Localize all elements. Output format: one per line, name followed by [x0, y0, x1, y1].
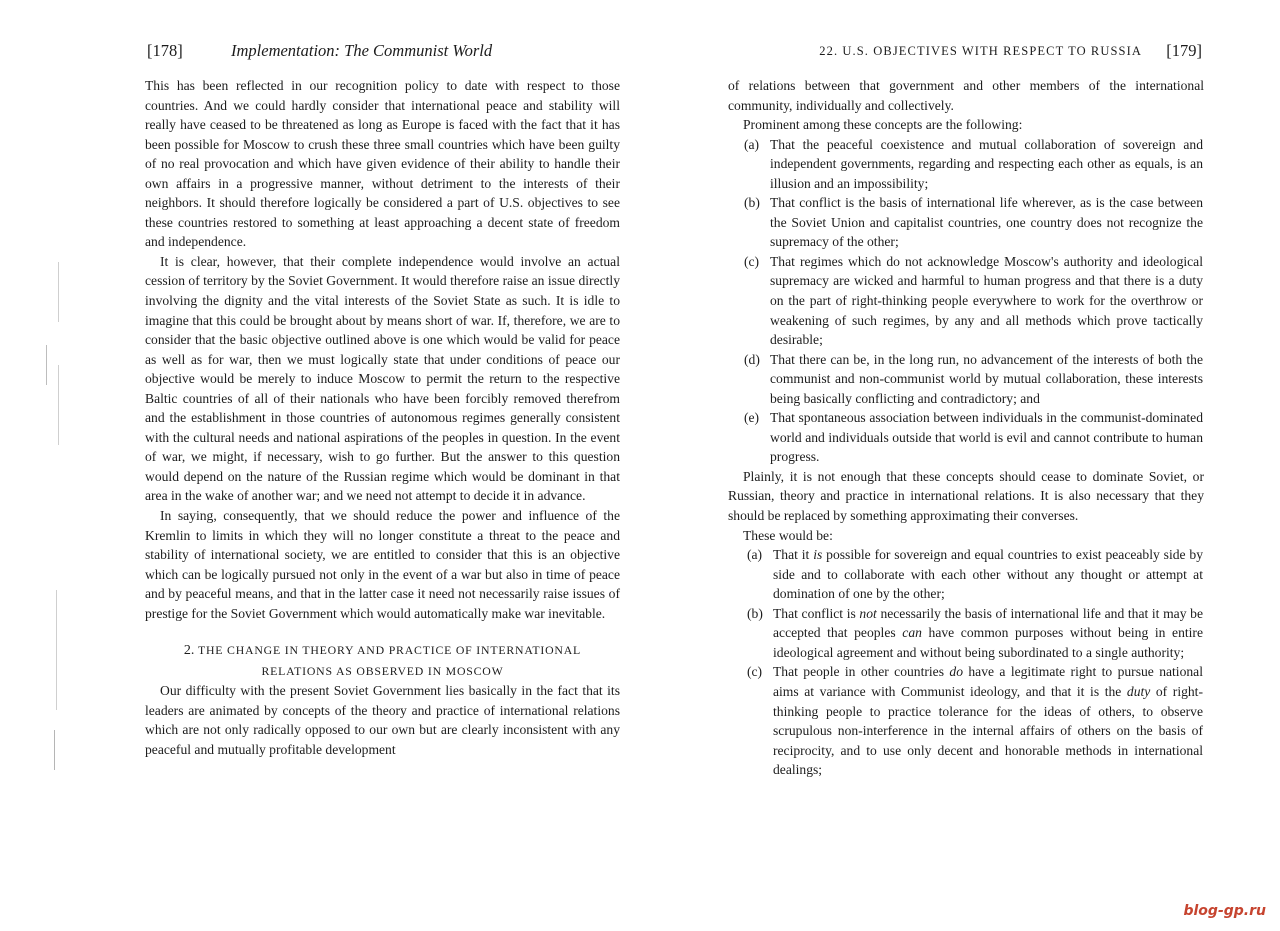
text-run: necessarily the basis of international life and that it may be accepted that peoples	[773, 605, 1203, 641]
paragraph: Our difficulty with the present Soviet Government lies basically in the fact that its leaders are animated by concepts of the theory and practice of international relations which are not only radically opposed to our own but are clearly inconsistent with any peaceful and mutually profitable development	[145, 683, 620, 757]
converses-list	[728, 545, 1204, 780]
text-run: have a legitimate right to pursue national aims at variance with Communist ideology, and that it is the	[773, 664, 1203, 699]
concepts-list	[728, 135, 1204, 467]
text-run: possible for sovereign and equal countries to exist peaceably side by side and to collaborate with each other without any thought or attempt at domination of one by the other;	[773, 547, 1204, 602]
scan-gutter-marks	[34, 250, 64, 890]
emphasis: do	[949, 664, 963, 680]
section-heading	[145, 640, 620, 681]
left-page-body	[145, 76, 620, 760]
watermark: blog-gp.ru	[1183, 903, 1266, 919]
text-run: have common purposes without being in entire ideological agreement and without being subordinated to a single authority;	[773, 625, 1203, 660]
list-item	[728, 545, 1204, 604]
list-marker: (d)	[744, 351, 760, 367]
list-marker: (b)	[747, 605, 763, 621]
list-item	[728, 408, 1204, 467]
section-title-line2: RELATIONS AS OBSERVED IN MOSCOW	[261, 664, 504, 679]
list-item	[728, 252, 1204, 350]
emphasis: not	[859, 605, 877, 621]
section-number: 2.	[183, 643, 195, 659]
paragraph: Plainly, it is not enough that these concepts should cease to dominate Soviet, or Russian, theory and practice in international relations. It is also necessary that they should be replaced by something approximating their converses.	[728, 468, 1204, 524]
right-page-body	[728, 76, 1204, 780]
text-run: of right-thinking people to practice tolerance for the ideas of others, to observe scrupulous non-interference in the internal affairs of others on the basis of reciprocity, and to use only decent and honorable methods in international dealings;	[773, 683, 1203, 778]
list-item-text: That conflict is the basis of international life wherever, as is the case between the Soviet Union and capitalist countries, one country does not recognize the supremacy of the other;	[770, 195, 1203, 250]
list-item	[728, 662, 1204, 779]
paragraph: In saying, consequently, that we should reduce the power and influence of the Kremlin to limits in which they will no longer constitute a threat to the peace and stability of international society, we are entitled to consider that this is an objective which can be logically pursued not only in the event of a war but also in time of peace and by peaceful means, and that in the latter case it need not necessarily raise issues of prestige for the Soviet Government which would automatically make war inevitable.	[145, 508, 620, 621]
list-item-text: That the peaceful coexistence and mutual collaboration of sovereign and independent governments, regarding and respecting each other as equals, is an illusion and an impossibility;	[770, 136, 1203, 191]
paragraph: It is clear, however, that their complete independence would involve an actual cession of territory by the Soviet Government. It would therefore raise an issue directly involving the dignity and the vital interests of the Soviet State as such. It is idle to imagine that this could be brought about by means short of war. If, therefore, we are to consider that the basic objective outlined above is one which would be valid for peace as well as for war, then we must logically state that under conditions of peace our objective would be merely to induce Moscow to permit the return to the respective Baltic countries of all of their nationals who have been forcibly removed therefrom and the establishment in those countries of autonomous regimes generally consistent with the cultural needs and national aspirations of the peoples in question. In the event of war, we might, if necessary, wish to go further. But the answer to this question would depend on the nature of the Russian regime which would be dominant in that area in the wake of another war; and we need not attempt to decide it in advance.	[145, 253, 620, 504]
right-running-head	[728, 41, 1204, 63]
list-item	[728, 604, 1204, 663]
page-number-right: [179]	[1166, 41, 1202, 60]
list-item	[728, 193, 1204, 252]
emphasis: can	[902, 625, 922, 641]
list-item-text: That regimes which do not acknowledge Moscow's authority and ideological supremacy are wicked and harmful to human progress and that there is a duty on the part of right-thinking people everywhere to work for the overthrow or weakening of such regimes, by any and all methods which prove tactically desirable;	[770, 253, 1203, 348]
list-item-text: That spontaneous association between individuals in the communist-dominated world and individuals outside that world is evil and cannot contribute to human progress.	[770, 410, 1203, 465]
left-page	[145, 0, 620, 931]
list-intro: These would be:	[743, 527, 833, 543]
list-item	[728, 350, 1204, 409]
list-item-text: That there can be, in the long run, no advancement of the interests of both the communist and non-communist world by mutual collaboration, these interests being basically conflicting and contradictory; and	[770, 351, 1203, 406]
list-marker: (c)	[747, 664, 763, 680]
list-marker: (b)	[744, 195, 760, 211]
list-marker: (a)	[744, 136, 760, 152]
text-run: That conflict is	[773, 605, 860, 621]
running-title-left: Implementation: The Communist World	[231, 41, 493, 60]
paragraph: of relations between that government and other members of the international community, individually and collectively.	[728, 78, 1204, 113]
emphasis: is	[813, 547, 823, 563]
list-marker: (e)	[744, 410, 760, 426]
left-running-head	[145, 41, 620, 63]
emphasis: duty	[1126, 683, 1151, 699]
text-run: That people in other countries	[773, 664, 950, 680]
list-item	[728, 135, 1204, 194]
paragraph: This has been reflected in our recognition policy to date with respect to those countries. And we could hardly consider that international peace and stability will really have ceased to be threatened as long as Europe is faced with the fact that it has been possible for Moscow to crush these three small countries which have been guilty of no real provocation and which have given evidence of their ability to handle their own affairs in a progressive manner, without detriment to the interests of their neighbors. It should therefore logically be considered a part of U.S. objectives to see these countries restored to something at least approaching a decent state of freedom and independence.	[145, 78, 620, 250]
list-intro: Prominent among these concepts are the following:	[743, 117, 1023, 133]
running-title-right: 22. U.S. OBJECTIVES WITH RESPECT TO RUSSIA	[819, 44, 1142, 58]
page-number-left: [178]	[147, 41, 183, 60]
text-run: That it	[773, 547, 814, 563]
list-marker: (a)	[747, 547, 763, 563]
section-title-line1: THE CHANGE IN THEORY AND PRACTICE OF INTERNATIONAL	[197, 643, 582, 658]
list-marker: (c)	[744, 253, 760, 269]
right-page	[728, 0, 1204, 931]
